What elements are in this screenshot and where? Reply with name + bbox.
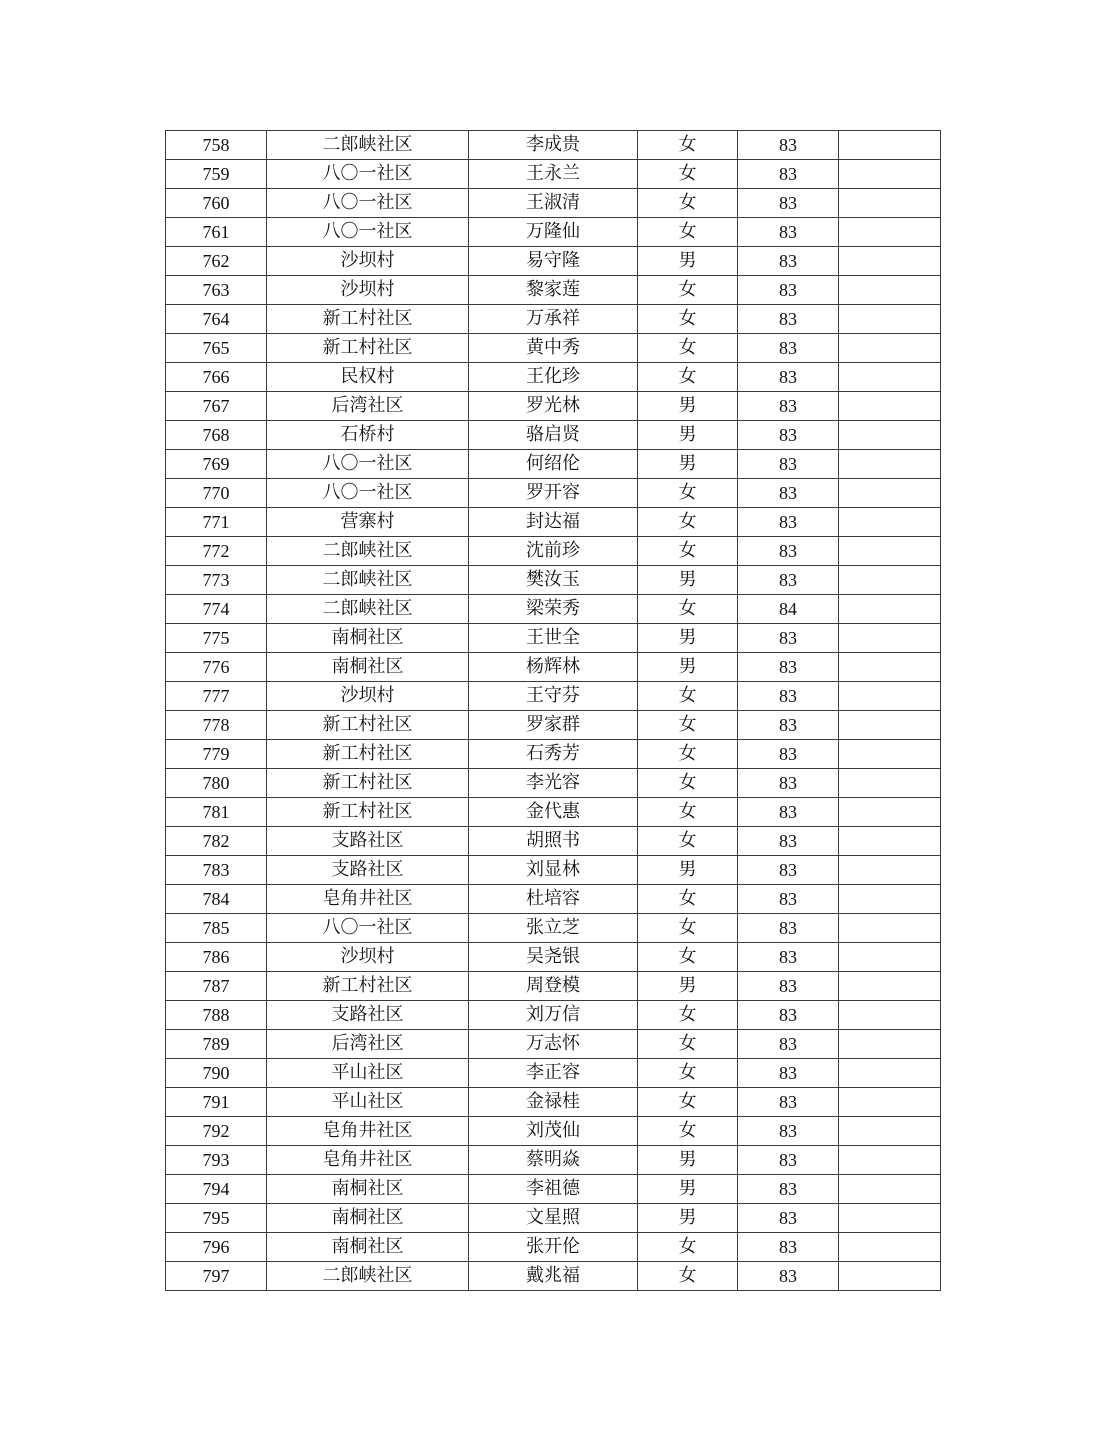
- cell-number: 796: [166, 1233, 267, 1262]
- cell-gender: 女: [638, 595, 738, 624]
- table-row: [166, 305, 941, 334]
- cell-note: [839, 1001, 941, 1030]
- cell-number: 779: [166, 740, 267, 769]
- table-row: [166, 624, 941, 653]
- cell-note: [839, 914, 941, 943]
- cell-age: 83: [738, 827, 839, 856]
- cell-age: 83: [738, 1175, 839, 1204]
- cell-number: 791: [166, 1088, 267, 1117]
- cell-name: 张立芝: [469, 914, 638, 943]
- cell-number: 785: [166, 914, 267, 943]
- cell-number: 787: [166, 972, 267, 1001]
- cell-note: [839, 537, 941, 566]
- cell-name: 封达福: [469, 508, 638, 537]
- cell-note: [839, 1117, 941, 1146]
- cell-community: 二郎峡社区: [267, 1262, 469, 1291]
- cell-community: 八〇一社区: [267, 189, 469, 218]
- cell-note: [839, 1175, 941, 1204]
- cell-age: 83: [738, 218, 839, 247]
- cell-gender: 男: [638, 856, 738, 885]
- cell-gender: 男: [638, 1175, 738, 1204]
- cell-name: 万隆仙: [469, 218, 638, 247]
- table-row: [166, 247, 941, 276]
- table-row: [166, 885, 941, 914]
- cell-name: 万志怀: [469, 1030, 638, 1059]
- cell-number: 764: [166, 305, 267, 334]
- cell-number: 786: [166, 943, 267, 972]
- cell-number: 763: [166, 276, 267, 305]
- cell-community: 八〇一社区: [267, 218, 469, 247]
- table-row: [166, 276, 941, 305]
- cell-note: [839, 160, 941, 189]
- cell-community: 沙坝村: [267, 247, 469, 276]
- cell-gender: 男: [638, 624, 738, 653]
- cell-note: [839, 682, 941, 711]
- cell-number: 769: [166, 450, 267, 479]
- cell-name: 杜培容: [469, 885, 638, 914]
- cell-community: 南桐社区: [267, 653, 469, 682]
- cell-number: 783: [166, 856, 267, 885]
- cell-number: 777: [166, 682, 267, 711]
- cell-gender: 男: [638, 421, 738, 450]
- cell-name: 刘万信: [469, 1001, 638, 1030]
- cell-note: [839, 1146, 941, 1175]
- cell-number: 797: [166, 1262, 267, 1291]
- table-row: [166, 1175, 941, 1204]
- cell-note: [839, 856, 941, 885]
- cell-age: 83: [738, 1233, 839, 1262]
- cell-gender: 女: [638, 827, 738, 856]
- cell-name: 王化珍: [469, 363, 638, 392]
- table-row: [166, 218, 941, 247]
- cell-community: 二郎峡社区: [267, 131, 469, 160]
- cell-community: 二郎峡社区: [267, 566, 469, 595]
- cell-note: [839, 334, 941, 363]
- cell-name: 金代惠: [469, 798, 638, 827]
- cell-gender: 女: [638, 769, 738, 798]
- table-row: [166, 740, 941, 769]
- cell-community: 新工村社区: [267, 334, 469, 363]
- cell-gender: 女: [638, 1059, 738, 1088]
- table-row: [166, 363, 941, 392]
- cell-gender: 女: [638, 508, 738, 537]
- cell-note: [839, 653, 941, 682]
- cell-name: 王世全: [469, 624, 638, 653]
- cell-community: 新工村社区: [267, 769, 469, 798]
- cell-name: 李祖德: [469, 1175, 638, 1204]
- cell-note: [839, 131, 941, 160]
- cell-name: 刘茂仙: [469, 1117, 638, 1146]
- cell-community: 沙坝村: [267, 682, 469, 711]
- cell-gender: 女: [638, 943, 738, 972]
- cell-gender: 女: [638, 305, 738, 334]
- cell-name: 杨辉林: [469, 653, 638, 682]
- table-row: [166, 1030, 941, 1059]
- cell-number: 771: [166, 508, 267, 537]
- table-row: [166, 1204, 941, 1233]
- cell-gender: 女: [638, 131, 738, 160]
- cell-number: 795: [166, 1204, 267, 1233]
- cell-age: 83: [738, 479, 839, 508]
- table-row: [166, 421, 941, 450]
- cell-number: 780: [166, 769, 267, 798]
- cell-community: 南桐社区: [267, 1233, 469, 1262]
- table-row: [166, 827, 941, 856]
- cell-number: 789: [166, 1030, 267, 1059]
- cell-age: 83: [738, 711, 839, 740]
- cell-gender: 女: [638, 740, 738, 769]
- cell-community: 八〇一社区: [267, 914, 469, 943]
- cell-name: 文星照: [469, 1204, 638, 1233]
- cell-community: 皂角井社区: [267, 1117, 469, 1146]
- cell-name: 王淑清: [469, 189, 638, 218]
- cell-community: 八〇一社区: [267, 450, 469, 479]
- cell-number: 759: [166, 160, 267, 189]
- cell-name: 沈前珍: [469, 537, 638, 566]
- cell-age: 83: [738, 943, 839, 972]
- cell-community: 新工村社区: [267, 305, 469, 334]
- cell-age: 83: [738, 305, 839, 334]
- cell-name: 樊汝玉: [469, 566, 638, 595]
- cell-community: 后湾社区: [267, 1030, 469, 1059]
- cell-number: 765: [166, 334, 267, 363]
- cell-gender: 女: [638, 1001, 738, 1030]
- cell-gender: 男: [638, 247, 738, 276]
- cell-community: 平山社区: [267, 1059, 469, 1088]
- table-row: [166, 160, 941, 189]
- cell-name: 蔡明焱: [469, 1146, 638, 1175]
- cell-name: 张开伦: [469, 1233, 638, 1262]
- table-row: [166, 537, 941, 566]
- cell-note: [839, 566, 941, 595]
- cell-community: 二郎峡社区: [267, 537, 469, 566]
- cell-gender: 女: [638, 218, 738, 247]
- cell-name: 吴尧银: [469, 943, 638, 972]
- cell-name: 李光容: [469, 769, 638, 798]
- cell-age: 83: [738, 1001, 839, 1030]
- cell-number: 793: [166, 1146, 267, 1175]
- cell-gender: 女: [638, 682, 738, 711]
- cell-number: 767: [166, 392, 267, 421]
- cell-number: 761: [166, 218, 267, 247]
- cell-name: 骆启贤: [469, 421, 638, 450]
- cell-note: [839, 450, 941, 479]
- cell-gender: 女: [638, 711, 738, 740]
- cell-note: [839, 1262, 941, 1291]
- cell-note: [839, 392, 941, 421]
- cell-note: [839, 943, 941, 972]
- cell-name: 何绍伦: [469, 450, 638, 479]
- cell-note: [839, 769, 941, 798]
- cell-number: 788: [166, 1001, 267, 1030]
- table-row: [166, 1001, 941, 1030]
- table-row: [166, 1117, 941, 1146]
- cell-gender: 男: [638, 450, 738, 479]
- table-body: [166, 131, 941, 1291]
- cell-age: 83: [738, 740, 839, 769]
- cell-name: 梁荣秀: [469, 595, 638, 624]
- cell-number: 781: [166, 798, 267, 827]
- cell-gender: 女: [638, 479, 738, 508]
- cell-age: 83: [738, 769, 839, 798]
- table-row: [166, 595, 941, 624]
- cell-gender: 男: [638, 653, 738, 682]
- cell-note: [839, 711, 941, 740]
- cell-name: 戴兆福: [469, 1262, 638, 1291]
- table-row: [166, 450, 941, 479]
- data-table: [165, 130, 941, 1291]
- cell-gender: 女: [638, 1233, 738, 1262]
- table-row: [166, 972, 941, 1001]
- cell-gender: 女: [638, 1030, 738, 1059]
- cell-community: 支路社区: [267, 856, 469, 885]
- cell-gender: 男: [638, 566, 738, 595]
- cell-number: 794: [166, 1175, 267, 1204]
- cell-gender: 女: [638, 189, 738, 218]
- cell-number: 782: [166, 827, 267, 856]
- cell-name: 罗开容: [469, 479, 638, 508]
- cell-age: 83: [738, 798, 839, 827]
- cell-age: 83: [738, 160, 839, 189]
- cell-number: 773: [166, 566, 267, 595]
- cell-number: 758: [166, 131, 267, 160]
- cell-name: 周登模: [469, 972, 638, 1001]
- cell-number: 776: [166, 653, 267, 682]
- cell-community: 新工村社区: [267, 798, 469, 827]
- cell-age: 83: [738, 1088, 839, 1117]
- cell-age: 83: [738, 1117, 839, 1146]
- cell-age: 83: [738, 1059, 839, 1088]
- table-row: [166, 479, 941, 508]
- cell-note: [839, 595, 941, 624]
- cell-community: 南桐社区: [267, 1204, 469, 1233]
- cell-gender: 女: [638, 160, 738, 189]
- cell-community: 民权村: [267, 363, 469, 392]
- cell-gender: 男: [638, 972, 738, 1001]
- cell-note: [839, 363, 941, 392]
- table-row: [166, 508, 941, 537]
- cell-community: 南桐社区: [267, 1175, 469, 1204]
- cell-gender: 男: [638, 392, 738, 421]
- cell-name: 罗家群: [469, 711, 638, 740]
- cell-note: [839, 624, 941, 653]
- cell-community: 平山社区: [267, 1088, 469, 1117]
- cell-gender: 女: [638, 363, 738, 392]
- cell-age: 83: [738, 421, 839, 450]
- cell-gender: 男: [638, 1204, 738, 1233]
- cell-gender: 女: [638, 1262, 738, 1291]
- cell-name: 李成贵: [469, 131, 638, 160]
- table-row: [166, 131, 941, 160]
- cell-age: 83: [738, 653, 839, 682]
- table-row: [166, 769, 941, 798]
- cell-note: [839, 885, 941, 914]
- cell-community: 后湾社区: [267, 392, 469, 421]
- cell-community: 新工村社区: [267, 711, 469, 740]
- cell-age: 83: [738, 1262, 839, 1291]
- cell-age: 83: [738, 276, 839, 305]
- cell-age: 83: [738, 1146, 839, 1175]
- cell-note: [839, 276, 941, 305]
- table-row: [166, 653, 941, 682]
- cell-community: 八〇一社区: [267, 479, 469, 508]
- cell-age: 83: [738, 247, 839, 276]
- cell-note: [839, 972, 941, 1001]
- cell-age: 84: [738, 595, 839, 624]
- cell-community: 八〇一社区: [267, 160, 469, 189]
- cell-community: 沙坝村: [267, 943, 469, 972]
- cell-number: 770: [166, 479, 267, 508]
- cell-note: [839, 1030, 941, 1059]
- cell-age: 83: [738, 624, 839, 653]
- cell-name: 金禄桂: [469, 1088, 638, 1117]
- cell-age: 83: [738, 1204, 839, 1233]
- cell-gender: 女: [638, 537, 738, 566]
- table-row: [166, 1233, 941, 1262]
- cell-note: [839, 247, 941, 276]
- cell-name: 王永兰: [469, 160, 638, 189]
- cell-age: 83: [738, 450, 839, 479]
- cell-community: 石桥村: [267, 421, 469, 450]
- cell-age: 83: [738, 682, 839, 711]
- cell-age: 83: [738, 1030, 839, 1059]
- cell-gender: 女: [638, 1088, 738, 1117]
- table-row: [166, 682, 941, 711]
- cell-note: [839, 798, 941, 827]
- cell-age: 83: [738, 972, 839, 1001]
- cell-note: [839, 189, 941, 218]
- table-row: [166, 1146, 941, 1175]
- cell-number: 790: [166, 1059, 267, 1088]
- table-row: [166, 798, 941, 827]
- cell-name: 胡照书: [469, 827, 638, 856]
- table-row: [166, 1088, 941, 1117]
- cell-community: 沙坝村: [267, 276, 469, 305]
- cell-name: 黎家莲: [469, 276, 638, 305]
- table-row: [166, 392, 941, 421]
- cell-name: 王守芬: [469, 682, 638, 711]
- cell-name: 刘显林: [469, 856, 638, 885]
- cell-gender: 女: [638, 1117, 738, 1146]
- cell-age: 83: [738, 189, 839, 218]
- cell-number: 775: [166, 624, 267, 653]
- table-row: [166, 1262, 941, 1291]
- cell-community: 二郎峡社区: [267, 595, 469, 624]
- cell-note: [839, 305, 941, 334]
- cell-community: 营寨村: [267, 508, 469, 537]
- cell-age: 83: [738, 508, 839, 537]
- cell-community: 皂角井社区: [267, 1146, 469, 1175]
- cell-number: 766: [166, 363, 267, 392]
- cell-name: 石秀芳: [469, 740, 638, 769]
- cell-age: 83: [738, 856, 839, 885]
- cell-note: [839, 1204, 941, 1233]
- cell-number: 774: [166, 595, 267, 624]
- cell-age: 83: [738, 914, 839, 943]
- cell-number: 784: [166, 885, 267, 914]
- cell-gender: 女: [638, 914, 738, 943]
- table-row: [166, 566, 941, 595]
- cell-name: 黄中秀: [469, 334, 638, 363]
- cell-name: 万承祥: [469, 305, 638, 334]
- table-row: [166, 711, 941, 740]
- cell-note: [839, 1088, 941, 1117]
- cell-note: [839, 740, 941, 769]
- cell-number: 768: [166, 421, 267, 450]
- cell-community: 皂角井社区: [267, 885, 469, 914]
- cell-number: 762: [166, 247, 267, 276]
- cell-community: 支路社区: [267, 1001, 469, 1030]
- cell-name: 罗光林: [469, 392, 638, 421]
- cell-age: 83: [738, 363, 839, 392]
- cell-note: [839, 827, 941, 856]
- table-row: [166, 914, 941, 943]
- cell-age: 83: [738, 334, 839, 363]
- cell-note: [839, 479, 941, 508]
- cell-gender: 男: [638, 1146, 738, 1175]
- table-row: [166, 943, 941, 972]
- cell-note: [839, 1233, 941, 1262]
- cell-community: 新工村社区: [267, 740, 469, 769]
- table-row: [166, 856, 941, 885]
- cell-age: 83: [738, 885, 839, 914]
- cell-community: 支路社区: [267, 827, 469, 856]
- cell-gender: 女: [638, 334, 738, 363]
- cell-age: 83: [738, 566, 839, 595]
- cell-community: 新工村社区: [267, 972, 469, 1001]
- cell-age: 83: [738, 537, 839, 566]
- cell-note: [839, 508, 941, 537]
- cell-number: 772: [166, 537, 267, 566]
- table-row: [166, 334, 941, 363]
- cell-community: 南桐社区: [267, 624, 469, 653]
- cell-name: 易守隆: [469, 247, 638, 276]
- cell-gender: 女: [638, 885, 738, 914]
- table-row: [166, 189, 941, 218]
- table-row: [166, 1059, 941, 1088]
- cell-note: [839, 421, 941, 450]
- cell-name: 李正容: [469, 1059, 638, 1088]
- cell-age: 83: [738, 131, 839, 160]
- cell-gender: 女: [638, 276, 738, 305]
- cell-number: 760: [166, 189, 267, 218]
- cell-note: [839, 1059, 941, 1088]
- cell-gender: 女: [638, 798, 738, 827]
- cell-note: [839, 218, 941, 247]
- cell-number: 778: [166, 711, 267, 740]
- cell-age: 83: [738, 392, 839, 421]
- cell-number: 792: [166, 1117, 267, 1146]
